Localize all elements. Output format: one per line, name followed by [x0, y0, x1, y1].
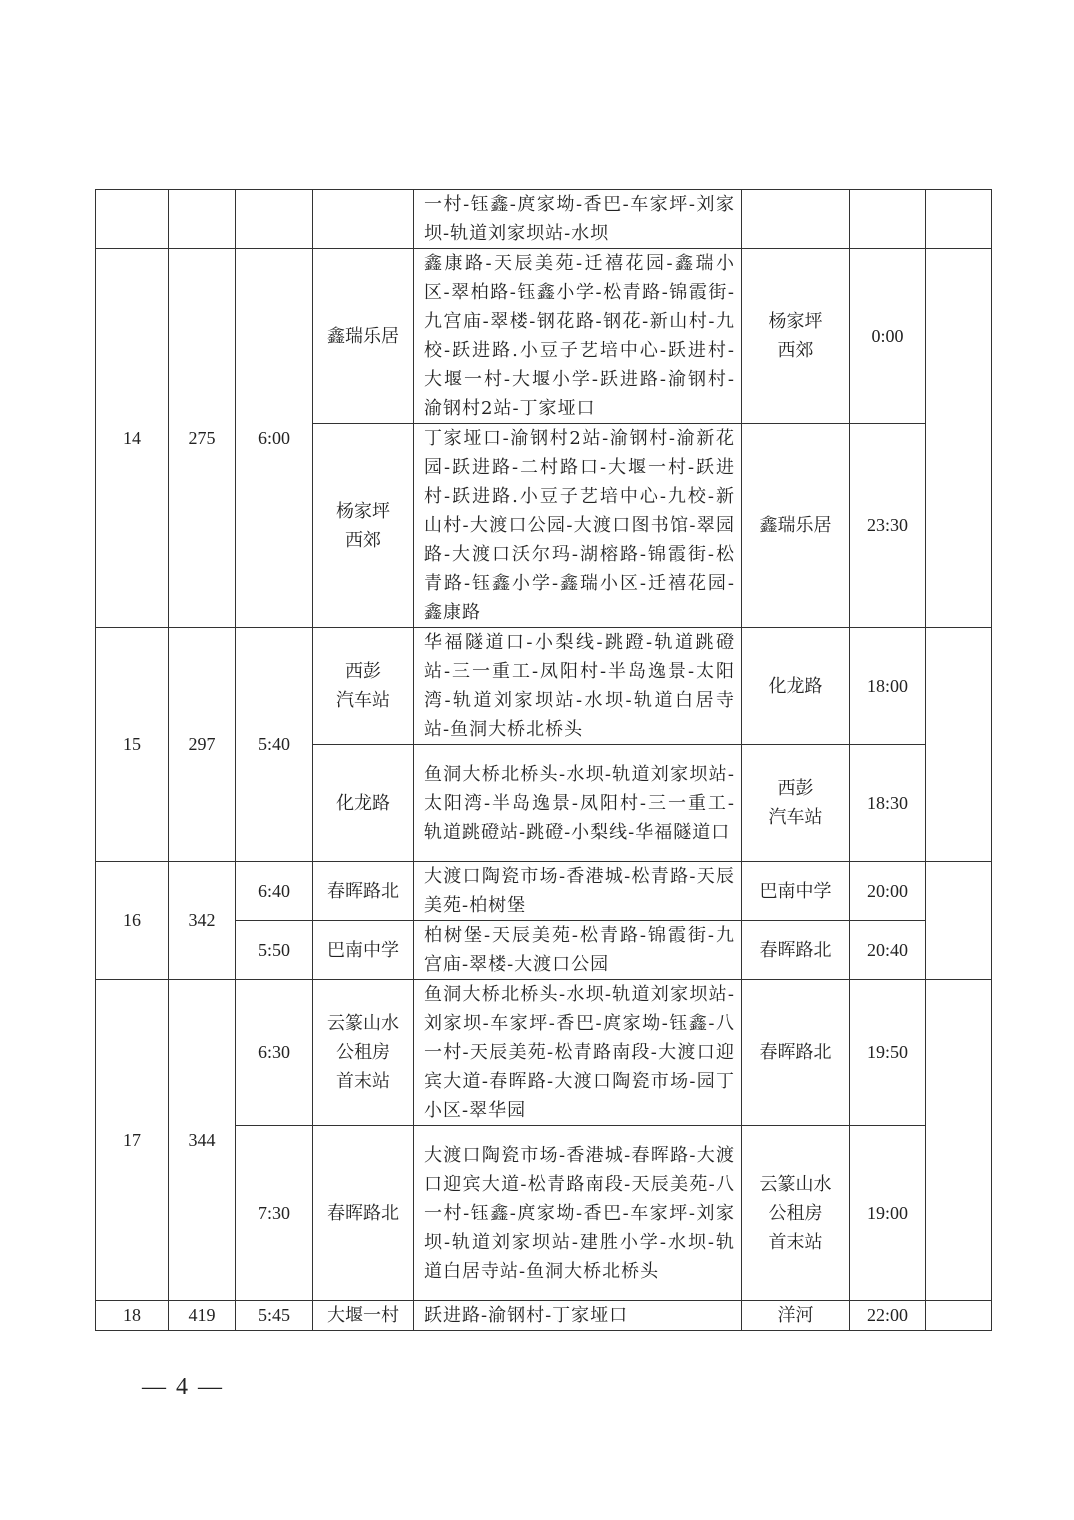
table-row: [96, 862, 992, 921]
first-bus-time: 6:00: [236, 249, 313, 628]
table-row: [96, 1301, 992, 1331]
empty-cell: [926, 862, 992, 980]
last-bus-time: 20:40: [850, 921, 926, 980]
stops-cell: 鱼洞大桥北桥头-水坝-轨道刘家坝站-刘家坝-车家坪-香巴-庹家坳-钰鑫-八一村-天辰美苑-松青路南段-大渡口迎宾大道-春晖路-大渡口陶瓷市场-园丁小区-翠华园: [414, 980, 742, 1126]
first-bus-time: 7:30: [236, 1126, 313, 1301]
stops-cell: 柏树堡-天辰美苑-松青路-锦霞街-九宫庙-翠楼-大渡口公园: [414, 921, 742, 980]
table-row: [96, 190, 992, 249]
last-bus-time: 19:50: [850, 980, 926, 1126]
last-bus-time: 22:00: [850, 1301, 926, 1331]
route-number: 344: [169, 980, 236, 1301]
stops-cell: 跃进路-渝钢村-丁家垭口: [414, 1301, 742, 1331]
page-number: — 4 —: [142, 1374, 224, 1400]
last-bus-time: 19:00: [850, 1126, 926, 1301]
stops-cell: 丁家垭口-渝钢村2站-渝钢村-渝新花园-跃进路-二村路口-大堰一村-跃进村-跃进路.小豆子艺培中心-九校-新山村-大渡口公园-大渡口图书馆-翠园路-大渡口沃尔玛-湖榕路-锦霞街-松青路-钰鑫小学-鑫瑞小区-迁禧花园-鑫康路: [414, 424, 742, 628]
stops-cell: 华福隧道口-小梨线-跳蹬-轨道跳磴站-三一重工-凤阳村-半岛逸景-太阳湾-轨道刘家坝站-水坝-轨道白居寺站-鱼洞大桥北桥头: [414, 628, 742, 745]
origin-station: 大堰一村: [313, 1301, 414, 1331]
origin-station: 云篆山水 公租房 首末站: [313, 980, 414, 1126]
empty-cell: [742, 190, 850, 249]
empty-cell: [926, 628, 992, 862]
terminus-station: 化龙路: [742, 628, 850, 745]
last-bus-time: 0:00: [850, 249, 926, 424]
first-bus-time: 6:30: [236, 980, 313, 1126]
table-row: [96, 249, 992, 424]
row-number: 16: [96, 862, 169, 980]
row-number: 14: [96, 249, 169, 628]
terminus-station: 春晖路北: [742, 980, 850, 1126]
first-bus-time: 6:40: [236, 862, 313, 921]
origin-station: 化龙路: [313, 745, 414, 862]
empty-cell: [926, 190, 992, 249]
first-bus-time: 5:45: [236, 1301, 313, 1331]
empty-cell: [926, 980, 992, 1301]
route-number: 275: [169, 249, 236, 628]
last-bus-time: 18:00: [850, 628, 926, 745]
row-number: 15: [96, 628, 169, 862]
terminus-station: 春晖路北: [742, 921, 850, 980]
stops-cell: 一村-钰鑫-庹家坳-香巴-车家坪-刘家坝-轨道刘家坝站-水坝: [414, 190, 742, 249]
empty-cell: [850, 190, 926, 249]
terminus-station: 杨家坪 西郊: [742, 249, 850, 424]
table-row: [96, 628, 992, 745]
terminus-station: 云篆山水 公租房 首末站: [742, 1126, 850, 1301]
empty-cell: [926, 1301, 992, 1331]
table-row: [96, 980, 992, 1126]
empty-cell: [313, 190, 414, 249]
origin-station: 春晖路北: [313, 1126, 414, 1301]
first-bus-time: 5:50: [236, 921, 313, 980]
terminus-station: 鑫瑞乐居: [742, 424, 850, 628]
empty-cell: [236, 190, 313, 249]
stops-cell: 鱼洞大桥北桥头-水坝-轨道刘家坝站-太阳湾-半岛逸景-凤阳村-三一重工-轨道跳磴站-跳磴-小梨线-华福隧道口: [414, 745, 742, 862]
origin-station: 西彭 汽车站: [313, 628, 414, 745]
origin-station: 春晖路北: [313, 862, 414, 921]
empty-cell: [926, 249, 992, 628]
route-number: 342: [169, 862, 236, 980]
terminus-station: 西彭 汽车站: [742, 745, 850, 862]
row-number: 18: [96, 1301, 169, 1331]
first-bus-time: 5:40: [236, 628, 313, 862]
route-number: 419: [169, 1301, 236, 1331]
empty-cell: [169, 190, 236, 249]
route-number: 297: [169, 628, 236, 862]
empty-cell: [96, 190, 169, 249]
last-bus-time: 23:30: [850, 424, 926, 628]
stops-cell: 大渡口陶瓷市场-香港城-春晖路-大渡口迎宾大道-松青路南段-天辰美苑-八一村-钰鑫-庹家坳-香巴-车家坪-刘家坝-轨道刘家坝站-建胜小学-水坝-轨道白居寺站-鱼洞大桥北桥头: [414, 1126, 742, 1301]
bus-route-table: [95, 189, 992, 1331]
last-bus-time: 20:00: [850, 862, 926, 921]
origin-station: 杨家坪 西郊: [313, 424, 414, 628]
stops-cell: 大渡口陶瓷市场-香港城-松青路-天辰美苑-柏树堡: [414, 862, 742, 921]
origin-station: 鑫瑞乐居: [313, 249, 414, 424]
origin-station: 巴南中学: [313, 921, 414, 980]
last-bus-time: 18:30: [850, 745, 926, 862]
row-number: 17: [96, 980, 169, 1301]
terminus-station: 洋河: [742, 1301, 850, 1331]
terminus-station: 巴南中学: [742, 862, 850, 921]
stops-cell: 鑫康路-天辰美苑-迁禧花园-鑫瑞小区-翠柏路-钰鑫小学-松青路-锦霞街-九宫庙-翠楼-钢花路-钢花-新山村-九校-跃进路.小豆子艺培中心-跃进村-大堰一村-大堰小学-跃进路-渝钢村-渝钢村2站-丁家垭口: [414, 249, 742, 424]
